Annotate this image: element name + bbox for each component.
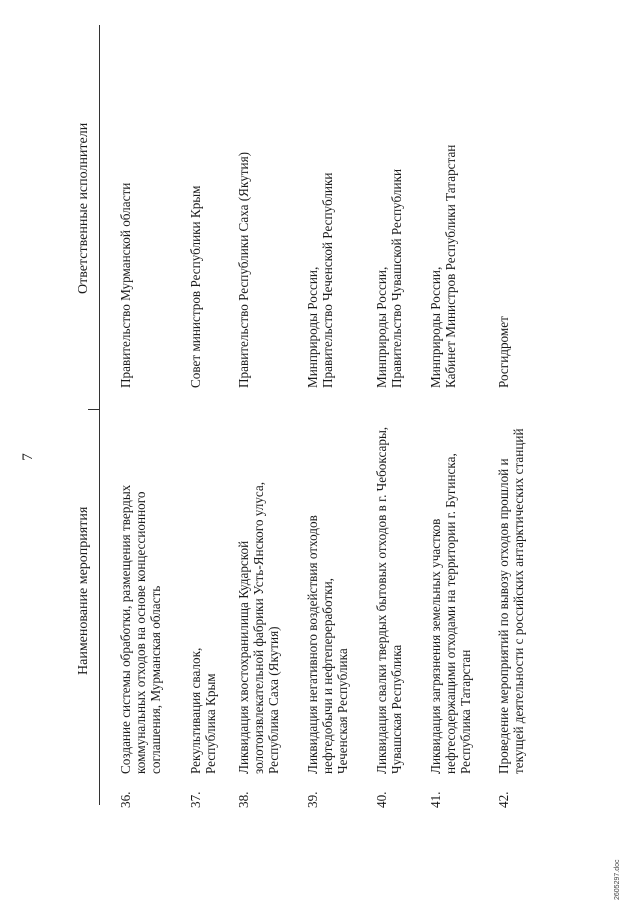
row-number: 40. xyxy=(374,791,389,808)
task-text: Проведение мероприятий по вывозу отходов прошлой и xyxy=(496,458,511,774)
row-number: 39. xyxy=(305,791,320,808)
task-text: Создание системы обработки, размещения твердых xyxy=(118,484,133,774)
task-text: соглашения, Мурманская область xyxy=(148,585,163,774)
row-number: 42. xyxy=(496,791,511,808)
responsible-text: Правительство Республики Саха (Якутия) xyxy=(236,151,251,388)
task-text: Республика Крым xyxy=(203,673,218,774)
task-cell xyxy=(496,394,526,774)
responsible-text: Совет министров Республики Крым xyxy=(188,185,203,388)
task-text: Чеченская Республика xyxy=(335,648,350,774)
responsible-text: Минприроды России, xyxy=(428,266,443,388)
responsible-cell xyxy=(496,28,511,388)
task-cell xyxy=(188,394,218,774)
task-text: Ликвидация свалки твердых бытовых отходов в г. Чебоксары, xyxy=(374,426,389,774)
task-cell xyxy=(236,394,281,774)
responsible-cell xyxy=(188,28,203,388)
task-cell xyxy=(428,394,473,774)
task-text: коммунальных отходов на основе концессионного xyxy=(133,491,148,774)
page-number: 7 xyxy=(20,453,36,461)
task-cell xyxy=(118,394,163,774)
responsible-text: Минприроды России, xyxy=(374,266,389,388)
task-cell xyxy=(305,394,350,774)
responsible-text: Росгидромет xyxy=(496,316,511,388)
task-text: текущей деятельности с российских антарктических станций xyxy=(511,428,526,774)
document-code: 2605297.doc xyxy=(614,859,621,900)
task-text: нефтедобычи и нефтепереработки, xyxy=(320,578,335,774)
responsible-cell xyxy=(374,28,404,388)
responsible-text: Правительство Чеченской Республики xyxy=(320,172,335,388)
task-cell xyxy=(374,394,404,774)
responsible-text: Кабинет Министров Республики Татарстан xyxy=(443,144,458,388)
responsible-cell xyxy=(305,28,335,388)
task-text: Республика Саха (Якутия) xyxy=(266,626,281,774)
responsible-cell xyxy=(118,28,133,388)
header-task: Наименование мероприятия xyxy=(76,506,91,675)
header-responsible: Ответственные исполнители xyxy=(76,122,91,294)
responsible-cell xyxy=(236,28,251,388)
task-text: Ликвидация загрязнения земельных участков xyxy=(428,518,443,774)
responsible-text: Правительство Чувашской Республики xyxy=(389,168,404,388)
responsible-text: Правительство Мурманской области xyxy=(118,182,133,388)
row-number: 41. xyxy=(428,791,443,808)
responsible-cell xyxy=(428,28,458,388)
task-text: золотоизвлекательной фабрики Усть-Янского улуса, xyxy=(251,481,266,774)
row-number: 36. xyxy=(118,791,133,808)
row-number: 37. xyxy=(188,791,203,808)
task-text: Рекультивация свалок, xyxy=(188,647,203,774)
task-text: Ликвидация хвостохранилища Кударской xyxy=(236,540,251,774)
task-text: нефтесодержащими отходами на территории г. Бугинска, xyxy=(443,453,458,774)
task-text: Республика Татарстан xyxy=(458,649,473,774)
task-text: Чувашская Республика xyxy=(389,644,404,774)
row-number: 38. xyxy=(236,791,251,808)
task-text: Ликвидация негативного воздействия отходов xyxy=(305,515,320,774)
responsible-text: Минприроды России, xyxy=(305,266,320,388)
